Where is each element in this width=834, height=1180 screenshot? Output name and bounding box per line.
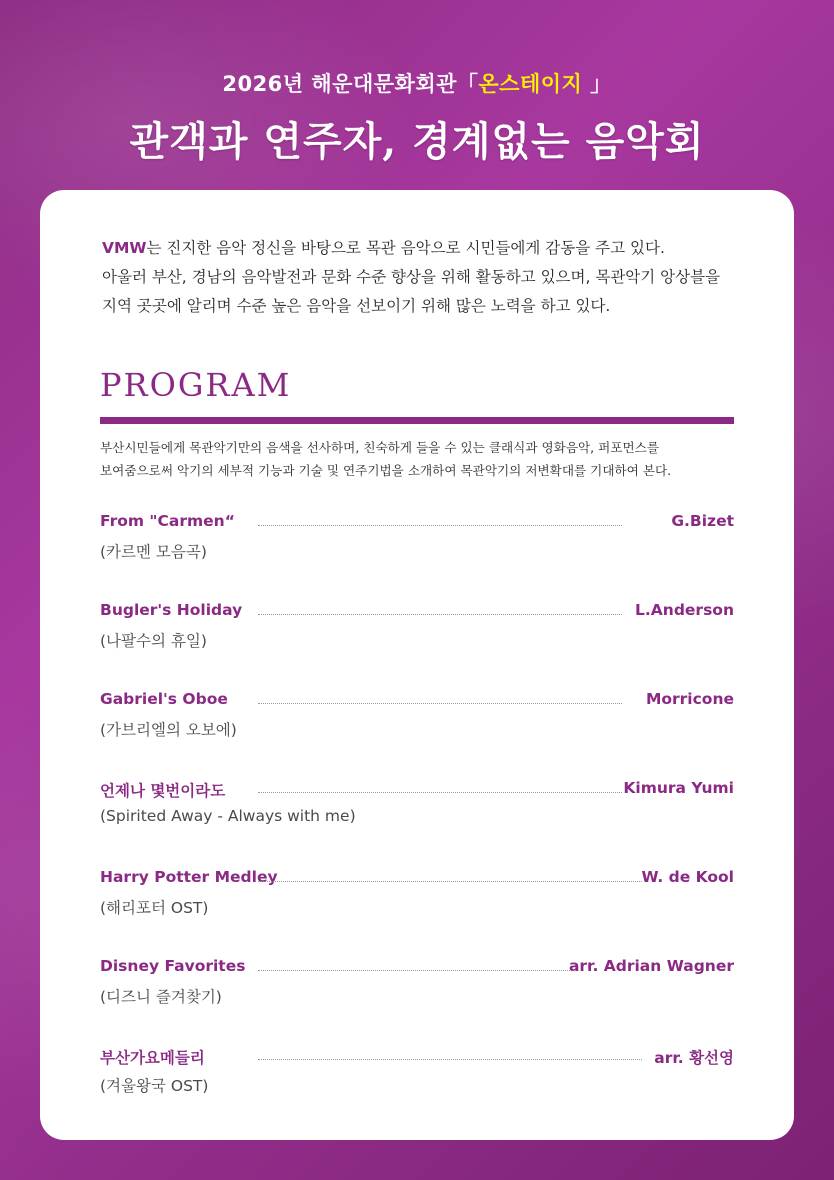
program-item bbox=[100, 868, 734, 928]
program-desc-line-2: 보여줌으로써 악기의 세부적 기능과 기술 및 연주기법을 소개하여 목관악기의 저변확대를 기대하여 본다. bbox=[100, 463, 672, 478]
event-title: 관객과 연주자, 경계없는 음악회 bbox=[129, 118, 705, 165]
program-item bbox=[100, 779, 734, 839]
program-item-title: Harry Potter Medley bbox=[100, 868, 278, 886]
program-desc-line-1: 부산시민들에게 목관악기만의 음색을 선사하며, 친숙하게 들을 수 있는 클래식과 영화음악, 퍼포먼스를 bbox=[100, 440, 659, 455]
program-item-title: 부산가요메들리 bbox=[100, 1049, 205, 1067]
leader-dots bbox=[258, 970, 570, 971]
program-item bbox=[100, 1046, 734, 1106]
program-item-title: Bugler's Holiday bbox=[100, 601, 243, 619]
program-item-title: Disney Favorites bbox=[100, 957, 246, 975]
program-item-subtitle: (디즈니 즐겨찾기) bbox=[100, 988, 222, 1006]
program-item-subtitle: (겨울왕국 OST) bbox=[100, 1077, 209, 1095]
program-item-composer: arr. Adrian Wagner bbox=[568, 957, 734, 975]
program-heading: PROGRAM bbox=[100, 366, 292, 404]
program-item-composer: W. de Kool bbox=[641, 868, 734, 886]
intro-line-3: 지역 곳곳에 알리며 수준 높은 음악을 선보이기 위해 많은 노력을 하고 있다. bbox=[102, 297, 611, 315]
content-card bbox=[40, 190, 794, 1140]
program-item-composer: Kimura Yumi bbox=[623, 779, 734, 797]
program-item-title: From "Carmen“ bbox=[100, 512, 235, 530]
program-description bbox=[100, 436, 740, 482]
program-divider bbox=[100, 417, 734, 424]
program-item bbox=[100, 512, 734, 572]
leader-dots bbox=[258, 881, 642, 882]
intro-line-2: 아울러 부산, 경남의 음악발전과 문화 수준 향상을 위해 활동하고 있으며, 목관악기 앙상블을 bbox=[102, 268, 721, 286]
program-item-composer: Morricone bbox=[645, 690, 734, 708]
leader-dots bbox=[258, 525, 622, 526]
program-item-composer: arr. 황선영 bbox=[654, 1049, 734, 1067]
program-item-subtitle: (가브리엘의 오보에) bbox=[100, 721, 237, 739]
brand-name: VMW bbox=[102, 239, 147, 257]
program-item bbox=[100, 957, 734, 1017]
leader-dots bbox=[258, 614, 622, 615]
program-item-title: 언제나 몇번이라도 bbox=[100, 782, 226, 800]
intro-line-1 bbox=[102, 234, 742, 263]
program-item-composer: G.Bizet bbox=[671, 512, 734, 530]
intro-line-1-rest: 는 진지한 음악 정신을 바탕으로 목관 음악으로 시민들에게 감동을 주고 있다. bbox=[146, 239, 665, 257]
leader-dots bbox=[258, 792, 622, 793]
event-subtitle bbox=[0, 68, 834, 98]
intro-text bbox=[102, 234, 742, 321]
program-item-composer: L.Anderson bbox=[635, 601, 734, 619]
program-item-subtitle: (Spirited Away - Always with me) bbox=[100, 807, 356, 825]
program-item-subtitle: (카르멘 모음곡) bbox=[100, 543, 207, 561]
program-item-subtitle: (나팔수의 휴일) bbox=[100, 632, 207, 650]
leader-dots bbox=[258, 703, 622, 704]
program-item bbox=[100, 601, 734, 661]
subtitle-suffix: 」 bbox=[582, 72, 612, 96]
subtitle-prefix: 2026년 해운대문화회관「 bbox=[222, 72, 479, 96]
subtitle-highlight: 온스테이지 bbox=[478, 72, 583, 96]
program-item bbox=[100, 690, 734, 750]
program-item-title: Gabriel's Oboe bbox=[100, 690, 228, 708]
leader-dots bbox=[258, 1059, 642, 1060]
program-item-subtitle: (해리포터 OST) bbox=[100, 899, 209, 917]
